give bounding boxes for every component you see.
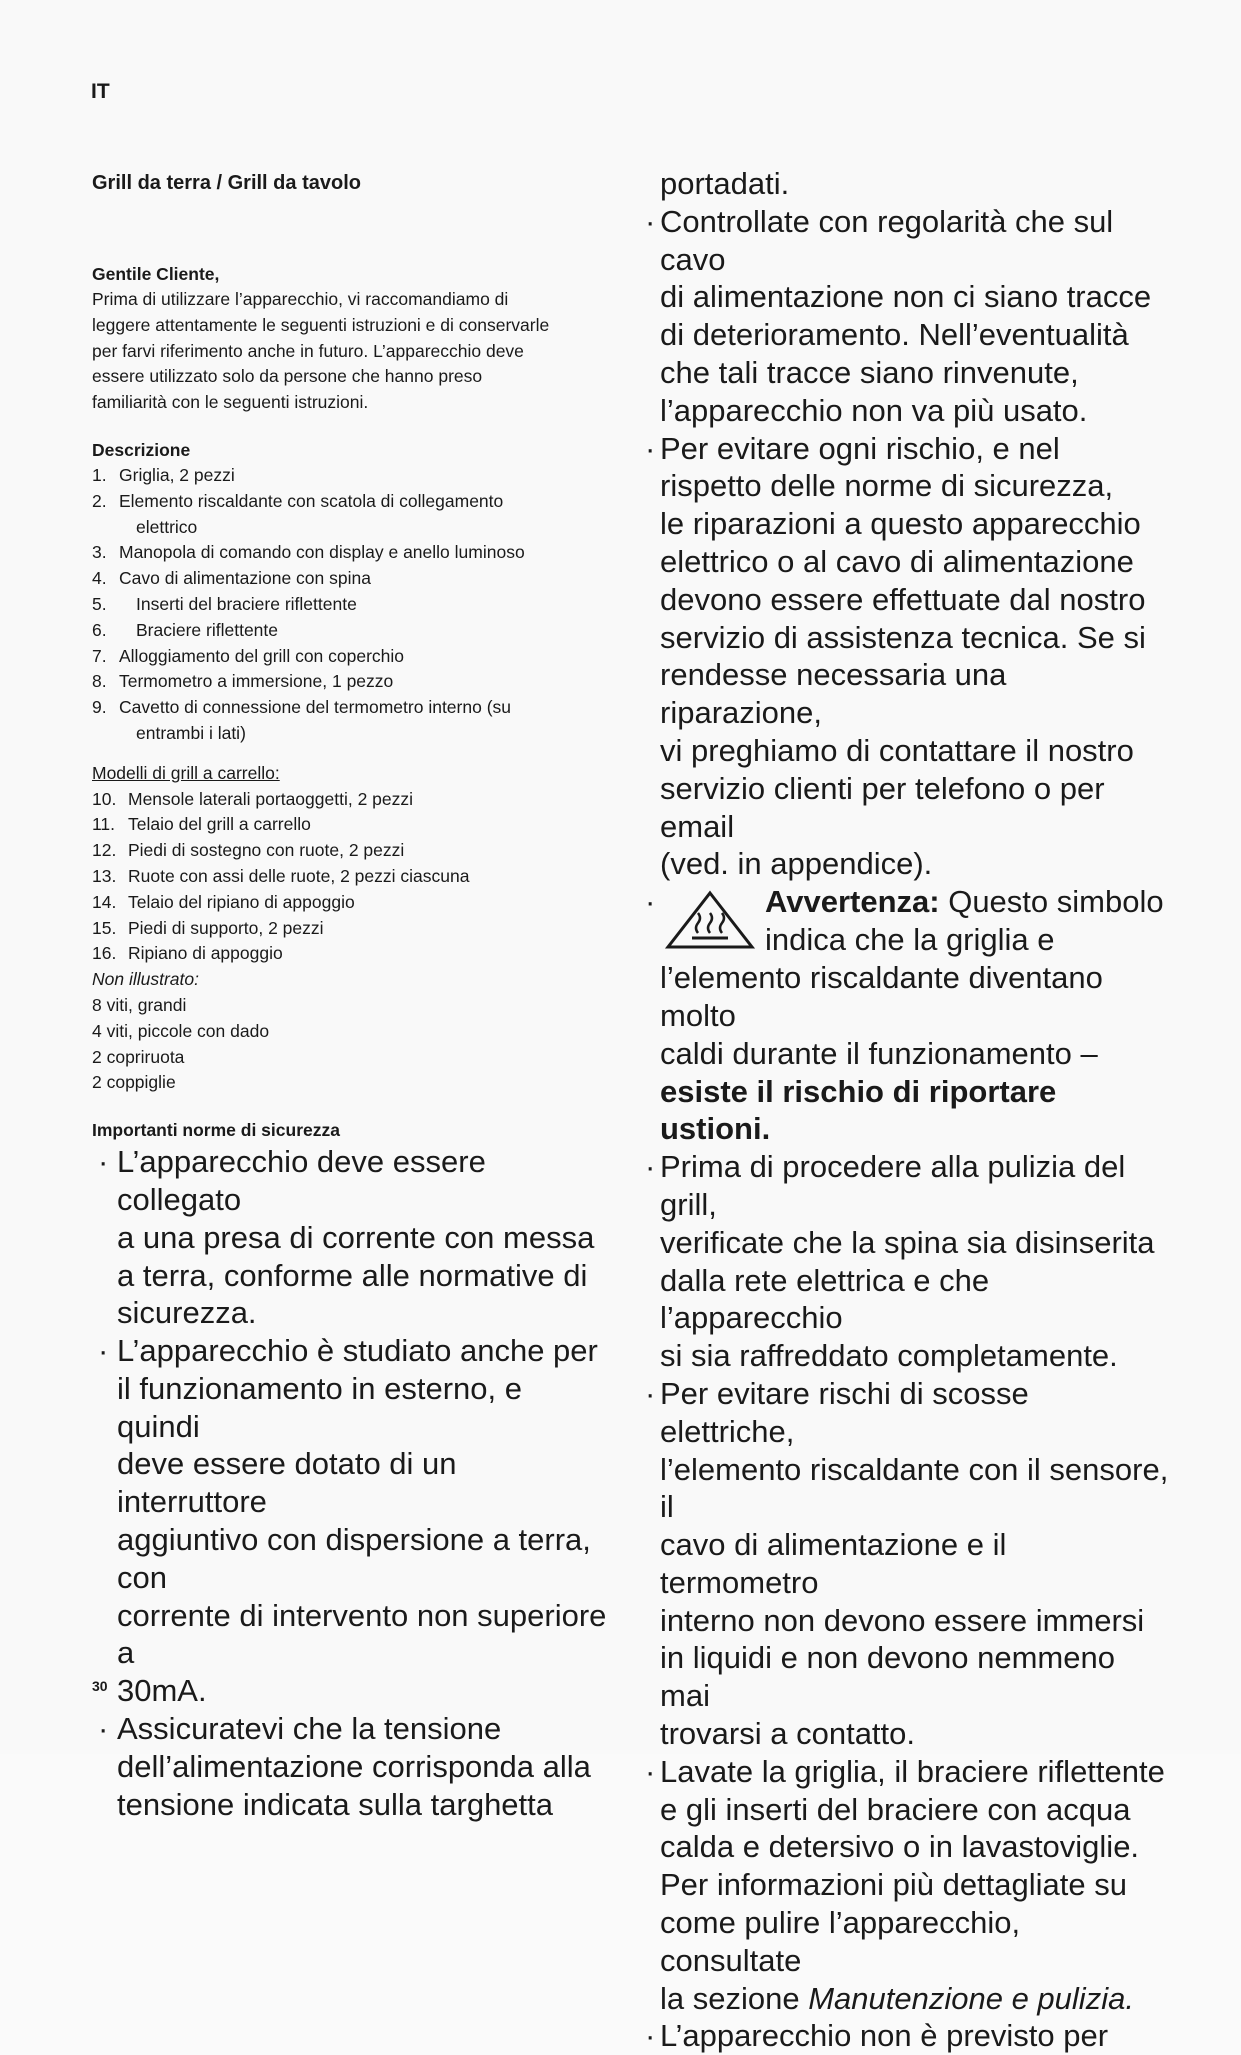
list-item: 11. Telaio del grill a carrello — [92, 814, 311, 835]
intro-section — [92, 262, 612, 416]
description-heading: Descrizione — [92, 439, 191, 460]
list-item: 14. Telaio del ripiano di appoggio — [92, 891, 355, 912]
description-section — [92, 438, 612, 747]
intro-text: Prima di utilizzare l’apparecchio, vi raccomandiamo di leggere attentamente le seguenti istruzioni e di conservarle per farvi riferimento anche in futuro. L’apparecchio deve essere utilizzato solo da persone che hanno preso familiarità con le seguenti istruzioni. — [92, 289, 550, 413]
not-shown-label: Non illustrato: — [92, 969, 199, 990]
page-title: Grill da terra / Grill da tavolo — [92, 172, 361, 194]
list-item: 8 viti, grandi — [92, 994, 187, 1015]
list-item: 9. Cavetto di connessione del termometro interno (su — [92, 697, 512, 718]
page-number: 30 — [92, 1678, 108, 1694]
left-column — [92, 170, 612, 1823]
burn-risk-text: esiste il rischio di riportare ustioni. — [660, 1073, 1057, 1147]
list-item: elettrico — [136, 516, 198, 537]
parts-list — [92, 463, 612, 747]
list-item: 4 viti, piccole con dado — [92, 1020, 270, 1041]
list-item: 2. Elemento riscaldante con scatola di collegamento — [92, 490, 504, 511]
right-column — [645, 165, 1170, 2055]
cross-reference: Manutenzione e pulizia. — [808, 1980, 1134, 2016]
safety-section — [92, 1118, 612, 1823]
cart-models-heading: Modelli di grill a carrello: — [92, 762, 280, 783]
list-item: 15. Piedi di supporto, 2 pezzi — [92, 917, 324, 938]
bullet-item: · Controllate con regolarità che sul cavo di alimentazione non ci siano tracce di deterioramento. Nell’eventualità che tali tracce siano rinvenute, l’apparecchio non va più usato. — [645, 203, 1152, 428]
bullet-item: · Prima di procedere alla pulizia del grill, verificate che la spina sia disinserita dalla rete elettrica e che l’apparecchio si sia raffreddato completamente. — [645, 1149, 1155, 1374]
list-item: 12. Piedi di sostegno con ruote, 2 pezzi — [92, 840, 405, 861]
hot-surface-warning-icon — [664, 889, 756, 951]
safety-bullets-left — [92, 1143, 612, 1823]
bullet-item: · L’apparecchio non è previsto per — [645, 2018, 1109, 2054]
bullet-item: · L’apparecchio è studiato anche per il funzionamento in esterno, e quindi deve essere dotato di un interruttore aggiuntivo con dispersione a terra, con corrente di intervento non superiore a 30mA. — [98, 1333, 607, 1709]
cart-parts-list — [92, 787, 612, 968]
language-code: IT — [91, 80, 110, 103]
list-item: 8. Termometro a immersione, 1 pezzo — [92, 671, 394, 692]
warning-label: Avvertenza: — [765, 884, 940, 920]
list-item: 7. Alloggiamento del grill con coperchio — [92, 645, 405, 666]
salutation: Gentile Cliente, — [92, 264, 220, 284]
list-item: 2 copriruota — [92, 1046, 185, 1067]
list-item: 6. Braciere riflettente — [92, 619, 279, 640]
bullet-item: · Assicuratevi che la tensione dell’alimentazione corrisponda alla tensione indicata sulla targhetta — [98, 1711, 591, 1822]
list-item: 2 coppiglie — [92, 1072, 176, 1093]
bullet-item: · L’apparecchio deve essere collegato a una presa di corrente con messa a terra, conforme alle normative di sicurezza. — [98, 1144, 595, 1331]
list-item: 1. Griglia, 2 pezzi — [92, 464, 235, 485]
bullet-item: · Lavate la griglia, il braciere riflettente e gli inserti del braciere con acqua calda e detersivo o in lavastoviglie. Per informazioni più dettagliate su come pulire l’apparecchio, consultate la sezione Manutenzione e pulizia. — [645, 1753, 1165, 2016]
list-item: 4. Cavo di alimentazione con spina — [92, 568, 371, 589]
warning-block: · Avvertenza: Questo simbolo indica che la griglia e l’elemento riscaldante diventano molto caldi durante il funzionamento – esiste il rischio di riportare ustioni. — [660, 883, 1170, 1148]
not-shown-list — [92, 993, 612, 1096]
bullet-item: · Per evitare ogni rischio, e nel rispetto delle norme di sicurezza, le riparazioni a questo apparecchio elettrico o al cavo di alimentazione devono essere effettuate dal nostro servizio di assistenza tecnica. Se si rendesse necessaria una riparazione, vi preghiamo di contattare il nostro servizio clienti per telefono o per email (ved. in appendice). — [645, 430, 1146, 882]
continued-text: portadati. — [660, 166, 790, 201]
list-item: 3. Manopola di comando con display e anello luminoso — [92, 542, 525, 563]
list-item: entrambi i lati) — [136, 722, 246, 743]
safety-heading: Importanti norme di sicurezza — [92, 1120, 340, 1141]
list-item: 10. Mensole laterali portaoggetti, 2 pezzi — [92, 788, 414, 809]
list-item: 5. Inserti del braciere riflettente — [92, 593, 357, 614]
list-item: 13. Ruote con assi delle ruote, 2 pezzi ciascuna — [92, 865, 470, 886]
bullet-item: · Per evitare rischi di scosse elettriche, l’elemento riscaldante con il sensore, il cavo di alimentazione e il termometro interno non devono essere immersi in liquidi e non devono nemmeno mai trovarsi a contatto. — [645, 1375, 1169, 1752]
list-item: 16. Ripiano di appoggio — [92, 943, 283, 964]
